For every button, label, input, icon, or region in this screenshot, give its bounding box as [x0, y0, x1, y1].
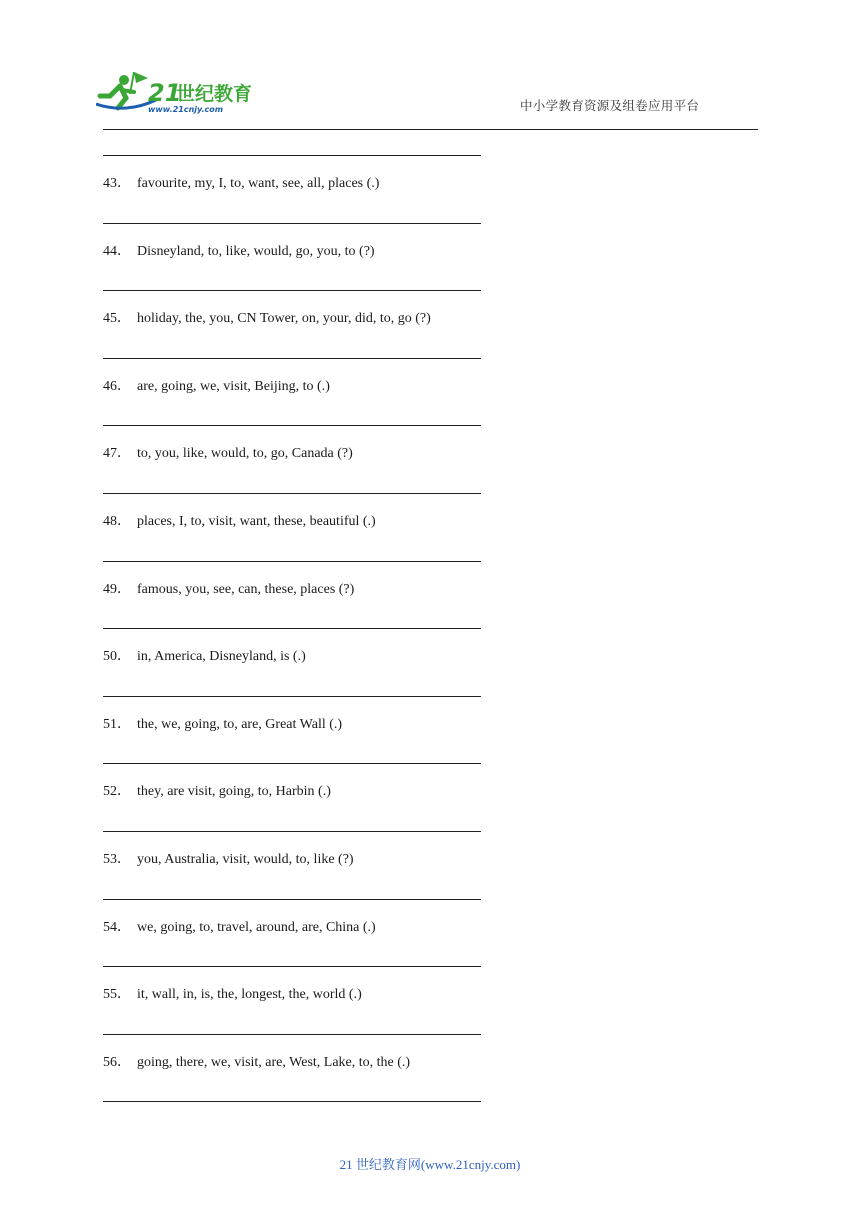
question-item	[103, 716, 342, 734]
question-number: 52．	[103, 784, 131, 800]
question-text: famous, you, see, can, these, places (?)	[137, 581, 355, 597]
question-text: it, wall, in, is, the, longest, the, world (.)	[137, 987, 362, 1003]
question-text: holiday, the, you, CN Tower, on, your, did, to, go (?)	[137, 311, 431, 327]
question-text: Disneyland, to, like, would, go, you, to (?)	[137, 243, 375, 259]
answer-line[interactable]	[103, 899, 481, 900]
question-text: going, there, we, visit, are, West, Lake, to, the (.)	[137, 1054, 411, 1070]
question-item	[103, 783, 331, 801]
question-text: places, I, to, visit, want, these, beautiful (.)	[137, 514, 376, 529]
answer-line[interactable]	[103, 763, 481, 764]
question-number: 50．	[103, 649, 131, 665]
answer-line[interactable]	[103, 628, 481, 629]
question-number: 55．	[103, 987, 131, 1003]
logo-url: www.21cnjy.com	[148, 105, 224, 114]
question-item	[103, 919, 376, 937]
question-item	[103, 445, 353, 463]
question-number: 44．	[103, 243, 131, 259]
footer-text: 21 世纪教育网(www.21cnjy.com)	[339, 1157, 521, 1172]
question-text: you, Australia, visit, would, to, like (?)	[137, 852, 354, 867]
question-item	[103, 243, 375, 261]
question-number: 51．	[103, 716, 131, 732]
logo-number: 21	[148, 79, 182, 107]
question-item	[103, 648, 306, 666]
site-logo	[96, 70, 266, 116]
question-number: 53．	[103, 852, 131, 867]
answer-line[interactable]	[103, 223, 481, 224]
question-item	[103, 378, 330, 396]
question-item	[103, 310, 431, 328]
question-text: the, we, going, to, are, Great Wall (.)	[137, 716, 343, 732]
answer-line[interactable]	[103, 1101, 481, 1102]
question-text: in, America, Disneyland, is (.)	[137, 649, 306, 665]
question-text: they, are visit, going, to, Harbin (.)	[137, 784, 331, 800]
logo-name: 世纪教育	[176, 83, 253, 105]
answer-line[interactable]	[103, 493, 481, 494]
answer-line[interactable]	[103, 831, 481, 832]
answer-line[interactable]	[103, 561, 481, 562]
question-item	[103, 175, 379, 193]
question-number: 56．	[103, 1054, 131, 1070]
answer-line	[103, 155, 481, 156]
question-number: 46．	[103, 378, 131, 394]
answer-line[interactable]	[103, 696, 481, 697]
platform-title: 中小学教育资源及组卷应用平台	[520, 98, 700, 113]
question-number: 43．	[103, 176, 131, 191]
question-text: are, going, we, visit, Beijing, to (.)	[137, 378, 330, 394]
question-number: 45．	[103, 311, 131, 327]
question-number: 49．	[103, 581, 131, 597]
runner-icon	[96, 72, 156, 108]
question-text: favourite, my, I, to, want, see, all, places (.)	[137, 176, 380, 191]
question-number: 47．	[103, 446, 131, 462]
question-item	[103, 513, 376, 531]
question-item	[103, 1054, 410, 1072]
answer-line[interactable]	[103, 358, 481, 359]
question-item	[103, 851, 354, 869]
question-number: 48．	[103, 514, 131, 529]
answer-line[interactable]	[103, 425, 481, 426]
header-divider	[103, 129, 758, 130]
question-text: we, going, to, travel, around, are, China (.)	[137, 919, 376, 935]
question-item	[103, 986, 362, 1004]
answer-line[interactable]	[103, 966, 481, 967]
question-item	[103, 581, 354, 599]
question-text: to, you, like, would, to, go, Canada (?)	[137, 446, 353, 462]
question-number: 54．	[103, 919, 131, 935]
answer-line[interactable]	[103, 1034, 481, 1035]
answer-line[interactable]	[103, 290, 481, 291]
